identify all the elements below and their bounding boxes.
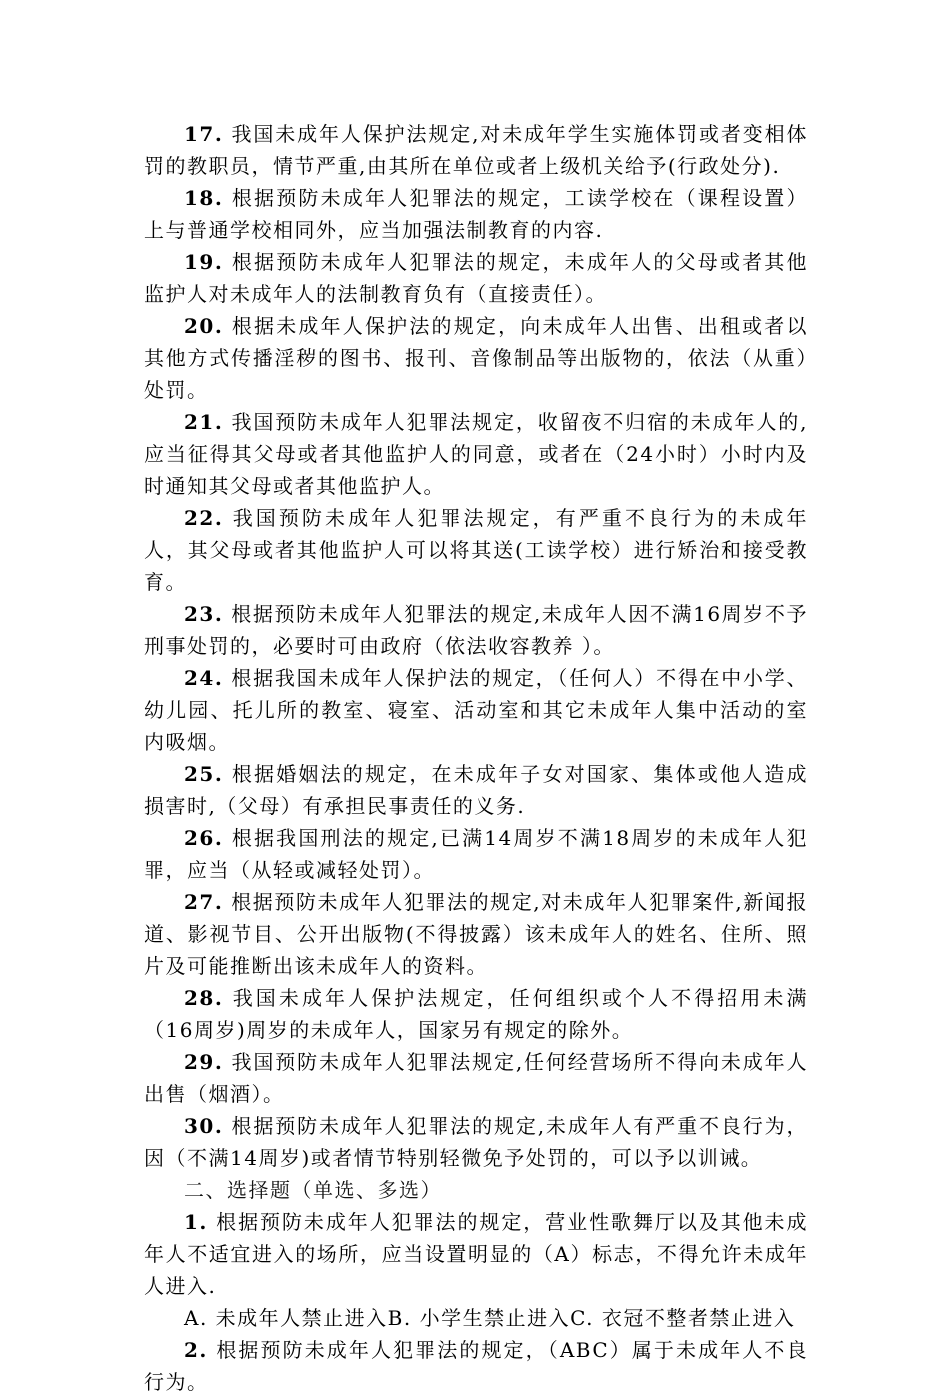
options-text: A. 未成年人禁止进入B. 小学生禁止进入C. 衣冠不整者禁止进入	[184, 1306, 796, 1330]
item-text: 我国预防未成年人犯罪法规定，有严重不良行为的未成年人，其父母或者其他监护人可以将其送(工读学校）进行矫治和接受教育。	[144, 506, 808, 594]
item-text: 根据我国未成年人保护法的规定，（任何人）不得在中小学、幼儿园、托儿所的教室、寝室、活动室和其它未成年人集中活动的室内吸烟。	[144, 666, 808, 754]
item-text: 我国预防未成年人犯罪法规定,任何经营场所不得向未成年人出售（烟酒）。	[144, 1050, 808, 1106]
item-number: 23.	[184, 602, 224, 626]
item-number: 29.	[184, 1050, 224, 1074]
item-text: 我国预防未成年人犯罪法规定，收留夜不归宿的未成年人的,应当征得其父母或者其他监护人的同意，或者在（24小时）小时内及时通知其父母或者其他监护人。	[144, 410, 808, 498]
item-21	[144, 406, 808, 502]
item-text: 根据预防未成年人犯罪法的规定,未成年人有严重不良行为，因（不满14周岁)或者情节特别轻微免予处罚的，可以予以训诫。	[144, 1114, 808, 1170]
item-27	[144, 886, 808, 982]
item-number: 22.	[184, 506, 224, 530]
item-text: 根据预防未成年人犯罪法的规定，工读学校在（课程设置）上与普通学校相同外，应当加强法制教育的内容.	[144, 186, 808, 242]
item-20	[144, 310, 808, 406]
item-number: 18.	[184, 186, 224, 210]
question-1	[144, 1206, 808, 1302]
item-30	[144, 1110, 808, 1174]
item-29	[144, 1046, 808, 1110]
question-text: 根据预防未成年人犯罪法的规定，营业性歌舞厅以及其他未成年人不适宜进入的场所，应当设置明显的（A）标志，不得允许未成年人进入.	[144, 1210, 808, 1298]
item-17	[144, 118, 808, 182]
item-number: 19.	[184, 250, 224, 274]
item-19	[144, 246, 808, 310]
item-text: 我国未成年人保护法规定，任何组织或个人不得招用未满（16周岁)周岁的未成年人，国家另有规定的除外。	[144, 986, 808, 1042]
section-heading: 二、选择题（单选、多选）	[184, 1178, 442, 1202]
question-number: 2.	[184, 1338, 208, 1362]
item-22	[144, 502, 808, 598]
item-26	[144, 822, 808, 886]
item-text: 根据婚姻法的规定，在未成年子女对国家、集体或他人造成损害时,（父母）有承担民事责任的义务.	[144, 762, 808, 818]
item-number: 25.	[184, 762, 224, 786]
item-text: 根据未成年人保护法的规定，向未成年人出售、出租或者以其他方式传播淫秽的图书、报刊、音像制品等出版物的，依法（从重）处罚。	[144, 314, 808, 402]
item-text: 根据我国刑法的规定,已满14周岁不满18周岁的未成年人犯罪，应当（从轻或减轻处罚）。	[144, 826, 808, 882]
item-28	[144, 982, 808, 1046]
item-24	[144, 662, 808, 758]
item-25	[144, 758, 808, 822]
item-number: 24.	[184, 666, 224, 690]
item-text: 我国未成年人保护法规定,对未成年学生实施体罚或者变相体罚的教职员，情节严重,由其所在单位或者上级机关给予(行政处分).	[144, 122, 808, 178]
question-text: 根据预防未成年人犯罪法的规定，（ABC）属于未成年人不良行为。	[144, 1338, 808, 1394]
item-number: 26.	[184, 826, 224, 850]
item-text: 根据预防未成年人犯罪法的规定,未成年人因不满16周岁不予刑事处罚的，必要时可由政府（依法收容教养 ）。	[144, 602, 808, 658]
question-1-options	[144, 1302, 808, 1334]
question-number: 1.	[184, 1210, 208, 1234]
item-number: 21.	[184, 410, 224, 434]
item-23	[144, 598, 808, 662]
item-text: 根据预防未成年人犯罪法的规定，未成年人的父母或者其他监护人对未成年人的法制教育负有（直接责任）。	[144, 250, 808, 306]
item-number: 27.	[184, 890, 224, 914]
document-page	[144, 118, 808, 1398]
item-18	[144, 182, 808, 246]
item-number: 20.	[184, 314, 224, 338]
item-number: 28.	[184, 986, 224, 1010]
item-number: 17.	[184, 122, 224, 146]
item-text: 根据预防未成年人犯罪法的规定,对未成年人犯罪案件,新闻报道、影视节目、公开出版物(不得披露）该未成年人的姓名、住所、照片及可能推断出该未成年人的资料。	[144, 890, 808, 978]
item-number: 30.	[184, 1114, 224, 1138]
